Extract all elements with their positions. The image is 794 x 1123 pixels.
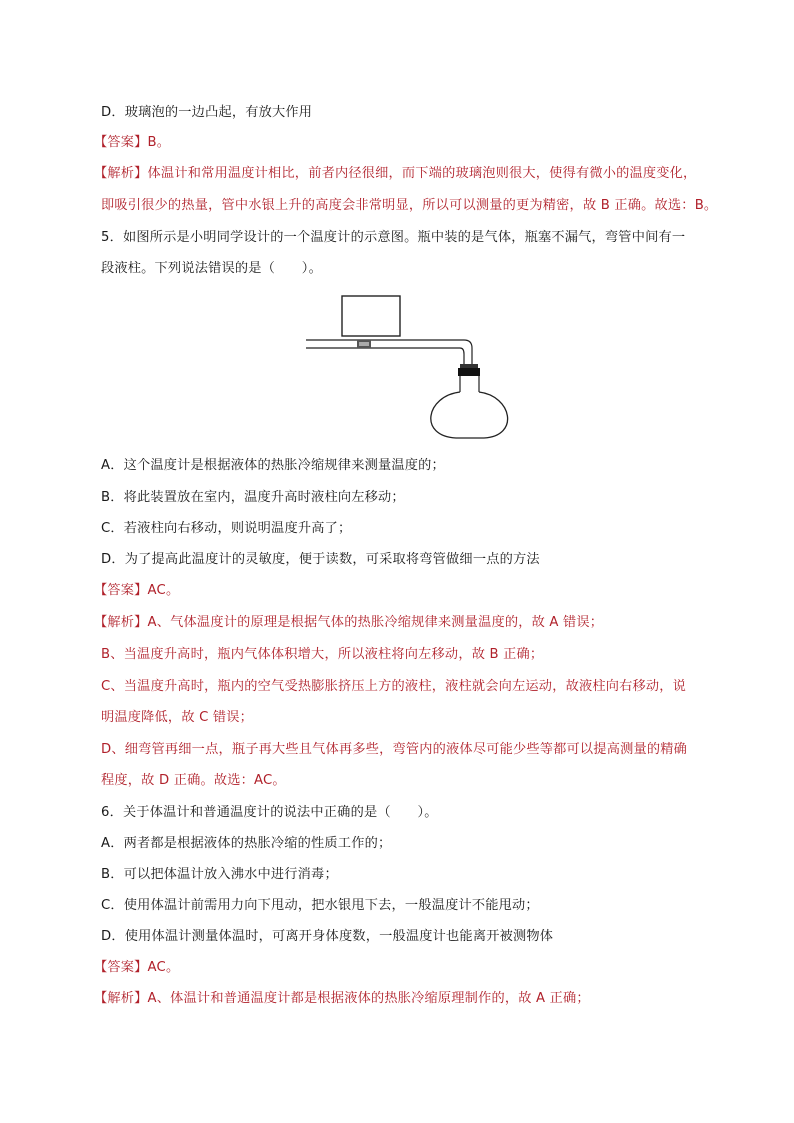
text-line: A．两者都是根据液体的热胀冷缩的性质工作的； xyxy=(101,836,392,851)
text-line: 【解析】A、气体温度计的原理是根据气体的热胀冷缩规律来测量温度的，故 A 错误； xyxy=(94,615,604,630)
text-line: C．使用体温计前需用力向下甩动，把水银甩下去，一般温度计不能甩动； xyxy=(101,898,539,913)
text-line: B．将此装置放在室内，温度升高时液柱向左移动； xyxy=(101,490,405,505)
text-line: D．玻璃泡的一边凸起，有放大作用 xyxy=(101,105,313,120)
text-line: 明温度降低，故 C 错误； xyxy=(101,710,254,725)
text-line: 6．关于体温计和普通温度计的说法中正确的是（ ）。 xyxy=(101,805,438,820)
text-line: C．若液柱向右移动，则说明温度升高了； xyxy=(101,521,352,536)
thermometer-diagram xyxy=(306,292,518,440)
text-line: 程度，故 D 正确。故选：AC。 xyxy=(101,773,286,788)
text-line: B、当温度升高时，瓶内气体体积增大，所以液柱将向左移动，故 B 正确； xyxy=(101,647,544,662)
text-line: 5．如图所示是小明同学设计的一个温度计的示意图。瓶中装的是气体，瓶塞不漏气，弯管中间有一 xyxy=(101,230,686,245)
text-line: D．使用体温计测量体温时，可离开身体度数，一般温度计也能离开被测物体 xyxy=(101,929,554,944)
text-line: B．可以把体温计放入沸水中进行消毒； xyxy=(101,867,338,882)
text-line: 【解析】A、体温计和普通温度计都是根据液体的热胀冷缩原理制作的，故 A 正确； xyxy=(94,991,590,1006)
text-line: 【解析】体温计和常用温度计相比，前者内径很细，而下端的玻璃泡则很大，使得有微小的温度变化， xyxy=(94,166,697,181)
text-line: D．为了提高此温度计的灵敏度，便于读数，可采取将弯管做细一点的方法 xyxy=(101,552,540,567)
text-line: 段液柱。下列说法错误的是（ ）。 xyxy=(101,261,322,276)
text-line: 即吸引很少的热量，管中水银上升的高度会非常明显，所以可以测量的更为精密，故 B 正确。故选：B。 xyxy=(101,198,718,213)
text-line: 【答案】AC。 xyxy=(94,960,180,975)
text-line: 【答案】AC。 xyxy=(94,583,180,598)
text-line: D、细弯管再细一点，瓶子再大些且气体再多些，弯管内的液体尽可能少些等都可以提高测量的精确 xyxy=(101,742,688,757)
text-line: C、当温度升高时，瓶内的空气受热膨胀挤压上方的液柱，液柱就会向左运动，故液柱向右移动，说 xyxy=(101,679,687,694)
text-line: 【答案】B。 xyxy=(94,135,171,150)
text-line: A．这个温度计是根据液体的热胀冷缩规律来测量温度的； xyxy=(101,458,445,473)
